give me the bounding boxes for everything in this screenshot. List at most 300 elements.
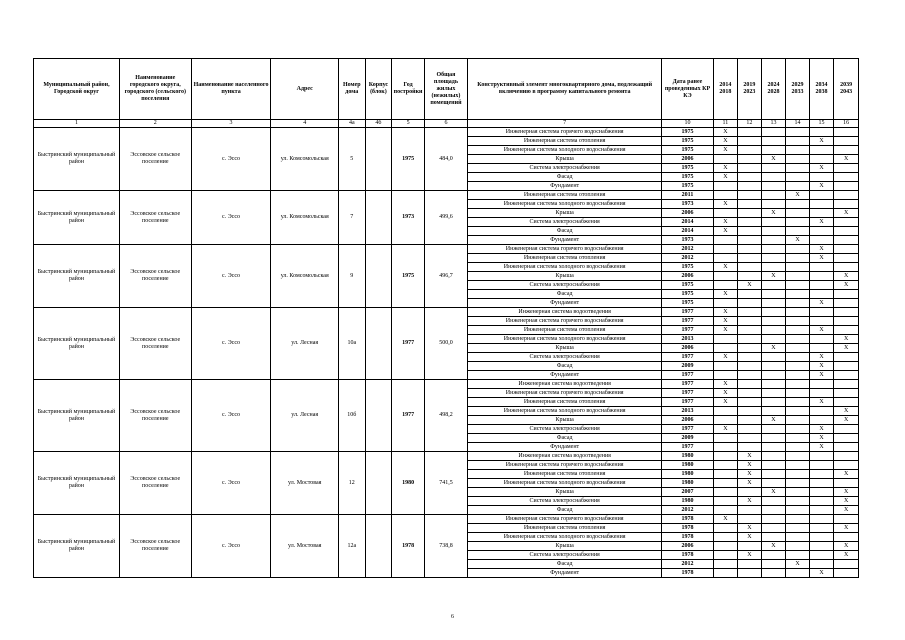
address-cell: ул. Комсомольская	[271, 128, 339, 191]
period-mark-cell: Х	[809, 353, 834, 362]
period-mark-cell	[786, 416, 810, 425]
repair-date-cell: 1980	[662, 470, 713, 479]
repair-date-cell: 1977	[662, 389, 713, 398]
address-cell: ул. Комсомольская	[271, 191, 339, 245]
period-mark-cell	[834, 434, 859, 443]
period-mark-cell	[761, 425, 786, 434]
period-mark-cell: Х	[713, 227, 738, 236]
period-mark-cell: Х	[834, 272, 859, 281]
period-mark-cell	[761, 551, 786, 560]
period-mark-cell	[809, 146, 834, 155]
period-mark-cell	[761, 470, 786, 479]
period-mark-cell: Х	[809, 434, 834, 443]
period-mark-cell: Х	[834, 209, 859, 218]
period-mark-cell	[713, 461, 738, 470]
period-mark-cell: Х	[738, 524, 762, 533]
repair-date-cell: 1975	[662, 299, 713, 308]
period-mark-cell: Х	[809, 371, 834, 380]
period-mark-cell: Х	[713, 173, 738, 182]
element-name-cell: Крыша	[467, 209, 661, 218]
period-mark-cell: Х	[786, 560, 810, 569]
period-mark-cell	[738, 299, 762, 308]
element-name-cell: Инженерная система холодного водоснабжения	[467, 479, 661, 488]
period-mark-cell	[834, 254, 859, 263]
period-mark-cell	[834, 569, 859, 578]
period-mark-cell	[786, 425, 810, 434]
period-mark-cell	[834, 389, 859, 398]
period-mark-cell: Х	[809, 245, 834, 254]
period-mark-cell	[834, 398, 859, 407]
repair-date-cell: 1978	[662, 515, 713, 524]
period-mark-cell: Х	[738, 497, 762, 506]
period-mark-cell	[713, 524, 738, 533]
capital-repair-table	[33, 58, 859, 578]
period-mark-cell	[834, 461, 859, 470]
repair-date-cell: 2006	[662, 344, 713, 353]
period-mark-cell	[761, 245, 786, 254]
element-name-cell: Инженерная система холодного водоснабжения	[467, 407, 661, 416]
column-number: 13	[761, 120, 786, 128]
period-mark-cell	[786, 317, 810, 326]
period-mark-cell	[809, 560, 834, 569]
period-mark-cell	[738, 146, 762, 155]
period-mark-cell	[809, 416, 834, 425]
settlement-cell: Эссовское сельское поселение	[119, 245, 191, 308]
repair-date-cell: 1977	[662, 398, 713, 407]
element-name-cell: Инженерная система горячего водоснабжения	[467, 389, 661, 398]
table-row	[34, 245, 859, 254]
period-mark-cell	[809, 380, 834, 389]
period-mark-cell	[738, 407, 762, 416]
block-cell	[365, 308, 392, 380]
period-mark-cell	[761, 281, 786, 290]
period-mark-cell	[713, 299, 738, 308]
period-mark-cell	[809, 272, 834, 281]
period-mark-cell	[761, 173, 786, 182]
period-mark-cell	[738, 353, 762, 362]
period-mark-cell	[809, 173, 834, 182]
element-name-cell: Система электроснабжения	[467, 425, 661, 434]
period-mark-cell	[713, 542, 738, 551]
repair-date-cell: 1975	[662, 128, 713, 137]
table-row	[34, 191, 859, 200]
build-year-cell: 1977	[392, 308, 425, 380]
period-mark-cell	[834, 191, 859, 200]
repair-date-cell: 2012	[662, 254, 713, 263]
period-mark-cell	[786, 254, 810, 263]
period-mark-cell	[786, 479, 810, 488]
repair-date-cell: 1977	[662, 326, 713, 335]
period-mark-cell	[713, 416, 738, 425]
period-mark-cell: Х	[713, 317, 738, 326]
period-mark-cell	[809, 497, 834, 506]
element-name-cell: Инженерная система отопления	[467, 470, 661, 479]
element-name-cell: Система электроснабжения	[467, 551, 661, 560]
element-name-cell: Фасад	[467, 560, 661, 569]
period-mark-cell	[713, 533, 738, 542]
element-name-cell: Фасад	[467, 362, 661, 371]
period-mark-cell	[713, 497, 738, 506]
period-mark-cell	[738, 542, 762, 551]
period-mark-cell	[738, 272, 762, 281]
period-mark-cell	[809, 479, 834, 488]
period-mark-cell	[809, 155, 834, 164]
period-mark-cell: Х	[713, 218, 738, 227]
repair-date-cell: 2009	[662, 434, 713, 443]
repair-date-cell: 1975	[662, 173, 713, 182]
period-mark-cell	[738, 380, 762, 389]
period-mark-cell	[786, 407, 810, 416]
page-number: 6	[451, 614, 454, 620]
repair-date-cell: 2011	[662, 191, 713, 200]
element-name-cell: Инженерная система водоотведения	[467, 380, 661, 389]
period-mark-cell: Х	[809, 443, 834, 452]
column-number: 5	[392, 120, 425, 128]
period-mark-cell: Х	[809, 326, 834, 335]
period-mark-cell	[761, 362, 786, 371]
period-mark-cell	[786, 335, 810, 344]
period-mark-cell	[786, 470, 810, 479]
repair-date-cell: 2012	[662, 506, 713, 515]
period-mark-cell	[761, 434, 786, 443]
period-mark-cell	[738, 191, 762, 200]
period-mark-cell	[786, 488, 810, 497]
period-mark-cell	[809, 488, 834, 497]
period-mark-cell	[834, 200, 859, 209]
period-mark-cell: Х	[738, 461, 762, 470]
repair-date-cell: 1980	[662, 479, 713, 488]
district-cell: Быстринский муниципальный район	[34, 308, 120, 380]
period-mark-cell	[809, 290, 834, 299]
period-mark-cell	[786, 245, 810, 254]
period-mark-cell	[809, 317, 834, 326]
period-mark-cell	[834, 164, 859, 173]
period-mark-cell	[786, 506, 810, 515]
period-mark-cell	[761, 335, 786, 344]
element-name-cell: Крыша	[467, 155, 661, 164]
period-mark-cell	[738, 245, 762, 254]
period-mark-cell: Х	[738, 551, 762, 560]
period-mark-cell	[786, 281, 810, 290]
period-mark-cell	[786, 371, 810, 380]
period-mark-cell	[809, 236, 834, 245]
period-mark-cell	[834, 236, 859, 245]
repair-date-cell: 1975	[662, 182, 713, 191]
repair-date-cell: 1977	[662, 425, 713, 434]
period-mark-cell: Х	[786, 236, 810, 245]
repair-date-cell: 1977	[662, 371, 713, 380]
period-mark-cell: Х	[834, 497, 859, 506]
column-header: 2034 2038	[809, 59, 834, 120]
period-mark-cell	[761, 164, 786, 173]
period-mark-cell	[713, 209, 738, 218]
period-mark-cell	[761, 317, 786, 326]
element-name-cell: Фундамент	[467, 236, 661, 245]
period-mark-cell	[713, 470, 738, 479]
period-mark-cell	[738, 515, 762, 524]
repair-date-cell: 2012	[662, 560, 713, 569]
period-mark-cell	[786, 173, 810, 182]
period-mark-cell	[809, 263, 834, 272]
element-name-cell: Инженерная система водоотведения	[467, 452, 661, 461]
period-mark-cell	[761, 560, 786, 569]
period-mark-cell	[713, 506, 738, 515]
repair-date-cell: 1977	[662, 443, 713, 452]
period-mark-cell	[738, 137, 762, 146]
period-mark-cell	[786, 344, 810, 353]
locality-cell: с. Эссо	[191, 245, 271, 308]
period-mark-cell	[761, 371, 786, 380]
column-number: 11	[713, 120, 738, 128]
block-cell	[365, 128, 392, 191]
period-mark-cell	[761, 515, 786, 524]
period-mark-cell	[713, 407, 738, 416]
district-cell: Быстринский муниципальный район	[34, 245, 120, 308]
period-mark-cell	[713, 371, 738, 380]
build-year-cell: 1975	[392, 245, 425, 308]
period-mark-cell: Х	[834, 470, 859, 479]
column-header: 2029 2033	[786, 59, 810, 120]
area-cell: 484,0	[424, 128, 467, 191]
period-mark-cell	[738, 344, 762, 353]
element-name-cell: Система электроснабжения	[467, 353, 661, 362]
period-mark-cell	[809, 506, 834, 515]
period-mark-cell	[786, 353, 810, 362]
repair-date-cell: 1980	[662, 452, 713, 461]
period-mark-cell	[786, 551, 810, 560]
locality-cell: с. Эссо	[191, 515, 271, 578]
column-number: 3	[191, 120, 271, 128]
element-name-cell: Фасад	[467, 173, 661, 182]
period-mark-cell	[786, 182, 810, 191]
repair-date-cell: 2013	[662, 335, 713, 344]
column-number: 16	[834, 120, 859, 128]
repair-date-cell: 1980	[662, 461, 713, 470]
repair-date-cell: 1973	[662, 200, 713, 209]
period-mark-cell	[738, 182, 762, 191]
locality-cell: с. Эссо	[191, 308, 271, 380]
element-name-cell: Крыша	[467, 416, 661, 425]
column-number: 4а	[338, 120, 365, 128]
element-name-cell: Инженерная система холодного водоснабжения	[467, 146, 661, 155]
period-mark-cell	[834, 173, 859, 182]
period-mark-cell	[834, 308, 859, 317]
period-mark-cell	[834, 515, 859, 524]
period-mark-cell: Х	[786, 191, 810, 200]
period-mark-cell	[786, 533, 810, 542]
period-mark-cell	[834, 371, 859, 380]
period-mark-cell	[761, 227, 786, 236]
element-name-cell: Фасад	[467, 290, 661, 299]
column-number: 4	[271, 120, 339, 128]
period-mark-cell	[809, 533, 834, 542]
period-mark-cell	[713, 272, 738, 281]
period-mark-cell	[738, 308, 762, 317]
period-mark-cell	[834, 317, 859, 326]
column-header: 2014 2018	[713, 59, 738, 120]
column-header: Наименование населенного пункта	[191, 59, 271, 120]
period-mark-cell: Х	[713, 308, 738, 317]
period-mark-cell: Х	[713, 380, 738, 389]
area-cell: 499,6	[424, 191, 467, 245]
house-number-cell: 5	[338, 128, 365, 191]
period-mark-cell	[738, 443, 762, 452]
period-mark-cell	[786, 200, 810, 209]
period-mark-cell	[786, 164, 810, 173]
period-mark-cell	[809, 542, 834, 551]
period-mark-cell	[713, 434, 738, 443]
table-row	[34, 308, 859, 317]
period-mark-cell	[809, 209, 834, 218]
element-name-cell: Инженерная система горячего водоснабжения	[467, 245, 661, 254]
period-mark-cell	[786, 398, 810, 407]
period-mark-cell: Х	[761, 272, 786, 281]
period-mark-cell	[761, 326, 786, 335]
element-name-cell: Крыша	[467, 344, 661, 353]
period-mark-cell	[738, 398, 762, 407]
period-mark-cell	[809, 308, 834, 317]
period-mark-cell	[761, 533, 786, 542]
period-mark-cell: Х	[809, 254, 834, 263]
period-mark-cell	[738, 506, 762, 515]
area-cell: 500,0	[424, 308, 467, 380]
period-mark-cell	[761, 128, 786, 137]
repair-date-cell: 1977	[662, 308, 713, 317]
column-header: Общая площадь жилых (нежилых) помещений	[424, 59, 467, 120]
element-name-cell: Фундамент	[467, 443, 661, 452]
period-mark-cell	[713, 569, 738, 578]
repair-date-cell: 2006	[662, 209, 713, 218]
period-mark-cell	[786, 137, 810, 146]
column-header: 2019 2023	[738, 59, 762, 120]
address-cell: ул. Мостовая	[271, 515, 339, 578]
repair-date-cell: 1975	[662, 281, 713, 290]
period-mark-cell	[738, 371, 762, 380]
period-mark-cell	[834, 362, 859, 371]
column-header: Муниципальный район, Городской округ	[34, 59, 120, 120]
column-number: 4б	[365, 120, 392, 128]
repair-date-cell: 2014	[662, 218, 713, 227]
period-mark-cell: Х	[809, 299, 834, 308]
period-mark-cell	[761, 200, 786, 209]
period-mark-cell	[761, 443, 786, 452]
period-mark-cell	[738, 416, 762, 425]
element-name-cell: Инженерная система горячего водоснабжения	[467, 317, 661, 326]
district-cell: Быстринский муниципальный район	[34, 380, 120, 452]
repair-date-cell: 1977	[662, 353, 713, 362]
column-header: Номер дома	[338, 59, 365, 120]
period-mark-cell: Х	[809, 164, 834, 173]
repair-date-cell: 1978	[662, 524, 713, 533]
column-number: 12	[738, 120, 762, 128]
settlement-cell: Эссовское сельское поселение	[119, 191, 191, 245]
area-cell: 741,5	[424, 452, 467, 515]
period-mark-cell: Х	[761, 416, 786, 425]
period-mark-cell	[761, 263, 786, 272]
element-name-cell: Инженерная система отопления	[467, 137, 661, 146]
period-mark-cell	[809, 191, 834, 200]
table-row	[34, 128, 859, 137]
locality-cell: с. Эссо	[191, 380, 271, 452]
period-mark-cell	[738, 164, 762, 173]
address-cell: ул. Лесная	[271, 380, 339, 452]
period-mark-cell	[809, 281, 834, 290]
period-mark-cell	[713, 155, 738, 164]
period-mark-cell	[834, 353, 859, 362]
column-header: 2039 2043	[834, 59, 859, 120]
period-mark-cell	[738, 128, 762, 137]
period-mark-cell	[761, 461, 786, 470]
period-mark-cell	[761, 236, 786, 245]
element-name-cell: Инженерная система отопления	[467, 191, 661, 200]
period-mark-cell: Х	[713, 326, 738, 335]
period-mark-cell	[713, 344, 738, 353]
period-mark-cell	[786, 362, 810, 371]
build-year-cell: 1977	[392, 380, 425, 452]
period-mark-cell: Х	[809, 218, 834, 227]
period-mark-cell: Х	[713, 515, 738, 524]
period-mark-cell	[761, 308, 786, 317]
period-mark-cell	[761, 524, 786, 533]
element-name-cell: Инженерная система горячего водоснабжения	[467, 515, 661, 524]
period-mark-cell: Х	[834, 344, 859, 353]
period-mark-cell	[809, 335, 834, 344]
period-mark-cell	[786, 272, 810, 281]
district-cell: Быстринский муниципальный район	[34, 452, 120, 515]
table-row	[34, 380, 859, 389]
period-mark-cell	[834, 227, 859, 236]
period-mark-cell	[786, 524, 810, 533]
period-mark-cell	[786, 497, 810, 506]
element-name-cell: Инженерная система отопления	[467, 326, 661, 335]
house-number-cell: 12а	[338, 515, 365, 578]
period-mark-cell	[786, 515, 810, 524]
build-year-cell: 1978	[392, 515, 425, 578]
column-header: Наименование городского округа, городского (сельского) поселения	[119, 59, 191, 120]
period-mark-cell: Х	[761, 488, 786, 497]
period-mark-cell: Х	[761, 344, 786, 353]
repair-date-cell: 2006	[662, 272, 713, 281]
period-mark-cell	[786, 569, 810, 578]
area-cell: 498,2	[424, 380, 467, 452]
period-mark-cell	[738, 200, 762, 209]
period-mark-cell: Х	[809, 569, 834, 578]
element-name-cell: Фундамент	[467, 371, 661, 380]
period-mark-cell: Х	[761, 542, 786, 551]
period-mark-cell: Х	[713, 398, 738, 407]
period-mark-cell: Х	[713, 353, 738, 362]
period-mark-cell	[786, 290, 810, 299]
period-mark-cell	[786, 299, 810, 308]
period-mark-cell	[761, 182, 786, 191]
period-mark-cell	[761, 380, 786, 389]
period-mark-cell	[809, 470, 834, 479]
period-mark-cell	[713, 479, 738, 488]
element-name-cell: Фасад	[467, 227, 661, 236]
period-mark-cell	[761, 353, 786, 362]
repair-date-cell: 1975	[662, 263, 713, 272]
period-mark-cell	[738, 335, 762, 344]
element-name-cell: Инженерная система холодного водоснабжения	[467, 263, 661, 272]
period-mark-cell	[809, 461, 834, 470]
period-mark-cell	[738, 254, 762, 263]
period-mark-cell	[713, 245, 738, 254]
period-mark-cell	[809, 227, 834, 236]
period-mark-cell: Х	[761, 155, 786, 164]
repair-date-cell: 1978	[662, 551, 713, 560]
house-number-cell: 9	[338, 245, 365, 308]
period-mark-cell: Х	[834, 407, 859, 416]
